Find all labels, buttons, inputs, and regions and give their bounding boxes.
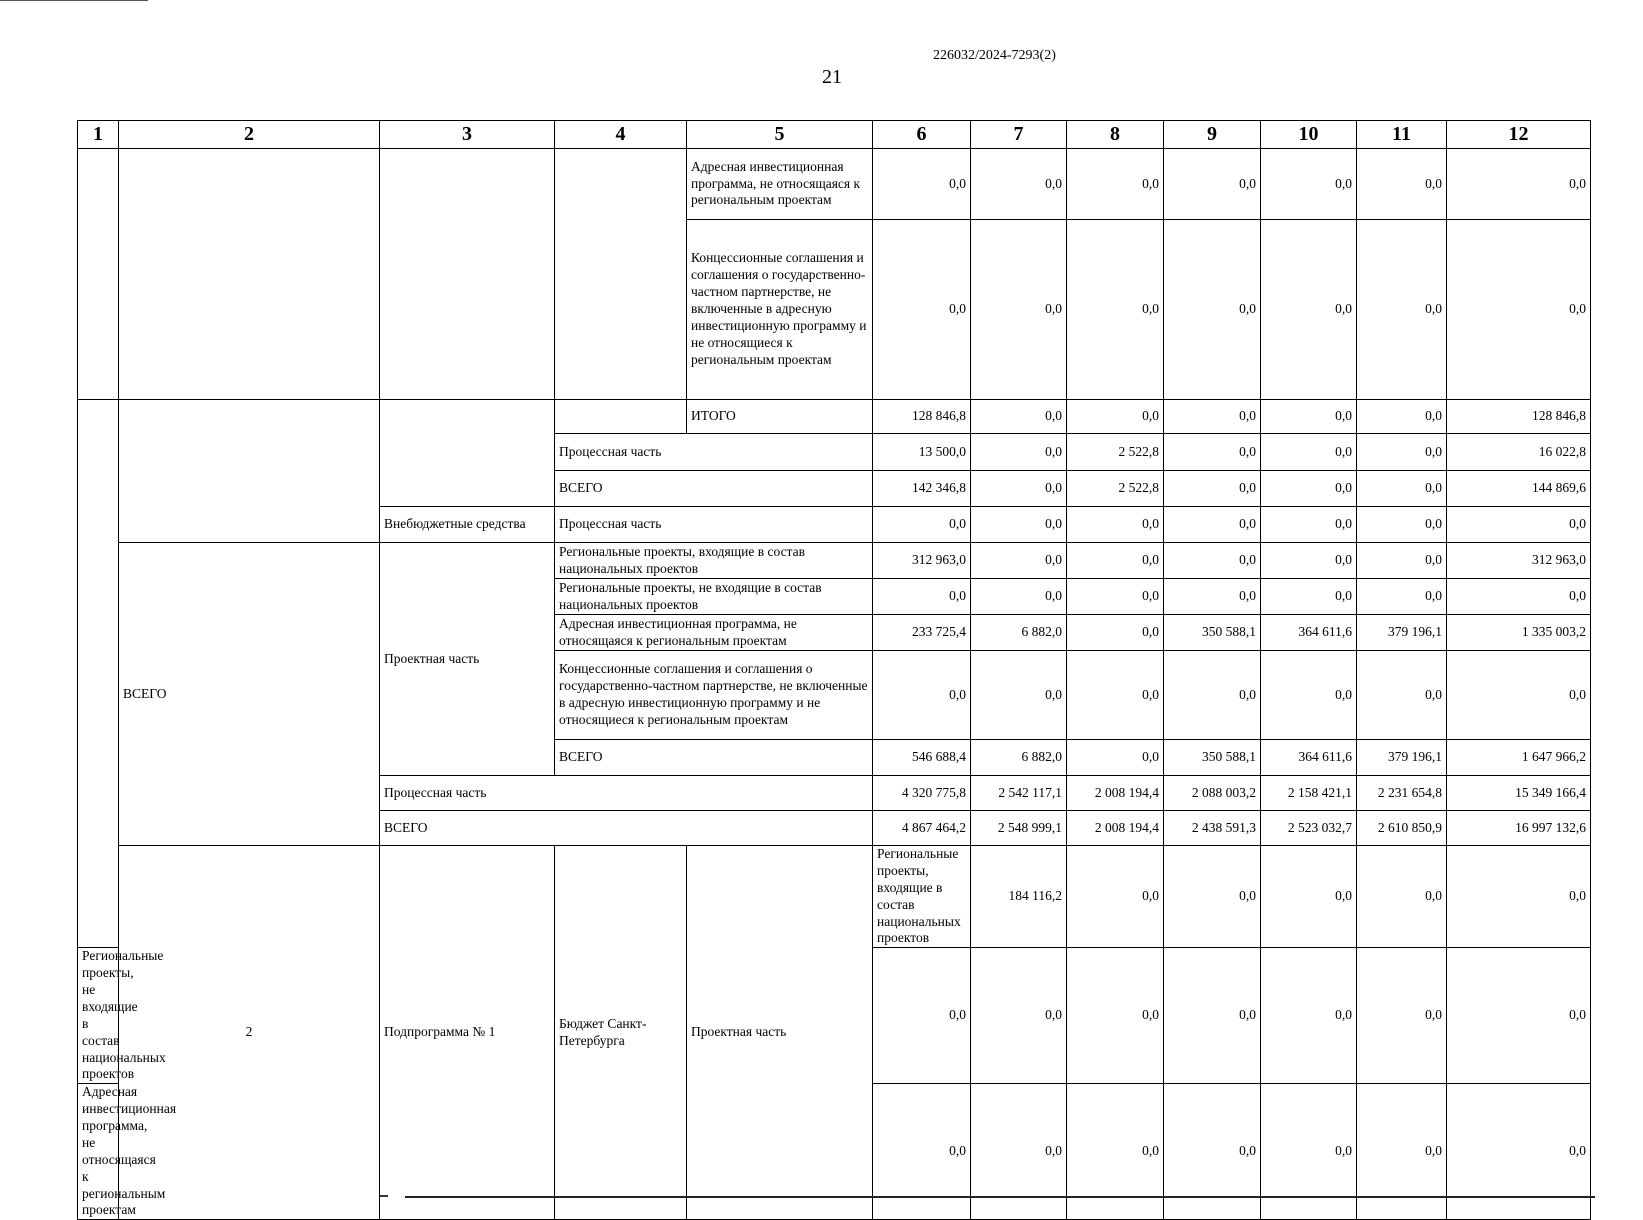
value-cell: 0,0 <box>1261 220 1357 400</box>
value-cell: 0,0 <box>1067 846 1164 948</box>
value-cell: 0,0 <box>1164 579 1261 615</box>
value-cell: 0,0 <box>971 149 1067 220</box>
value-cell: 2 088 003,2 <box>1164 776 1261 811</box>
value-cell: 1 647 966,2 <box>1447 740 1591 776</box>
column-number-row <box>78 121 1591 149</box>
value-cell: 0,0 <box>971 1084 1067 1220</box>
column-header: 3 <box>380 121 555 149</box>
row-label: ВСЕГО <box>119 543 380 846</box>
cell-blank <box>119 149 380 400</box>
row-number: 2 <box>119 846 380 1220</box>
value-cell: 1 335 003,2 <box>1447 615 1591 651</box>
value-cell: 128 846,8 <box>873 400 971 434</box>
value-cell: 0,0 <box>1164 471 1261 507</box>
table-row <box>78 543 1591 579</box>
value-cell: 2 523 032,7 <box>1261 811 1357 846</box>
row-label: Адресная инвестиционная программа, не относящаяся к региональным проектам <box>78 1084 119 1220</box>
value-cell: 0,0 <box>1447 651 1591 740</box>
cell-blank <box>555 149 687 400</box>
scan-artifact-line <box>405 1196 1595 1198</box>
value-cell: 0,0 <box>1447 507 1591 543</box>
table-row <box>78 149 1591 220</box>
value-cell: 0,0 <box>1357 651 1447 740</box>
column-header: 8 <box>1067 121 1164 149</box>
value-cell: 0,0 <box>1447 579 1591 615</box>
value-cell: 379 196,1 <box>1357 615 1447 651</box>
row-label: ВСЕГО <box>380 811 873 846</box>
cell-blank <box>380 400 555 507</box>
row-label: Адресная инвестиционная программа, не относящаяся к региональным проектам <box>555 615 873 651</box>
value-cell: 350 588,1 <box>1164 615 1261 651</box>
cell-blank <box>380 149 555 400</box>
budget-table <box>77 120 1591 1220</box>
funding-source: Бюджет Санкт-Петербурга <box>555 846 687 1220</box>
value-cell: 0,0 <box>1261 651 1357 740</box>
value-cell: 0,0 <box>1357 579 1447 615</box>
value-cell: 16 022,8 <box>1447 434 1591 471</box>
row-label: Региональные проекты, входящие в состав национальных проектов <box>873 846 971 948</box>
value-cell: 312 963,0 <box>873 543 971 579</box>
value-cell: 184 116,2 <box>971 846 1067 948</box>
value-cell: 2 438 591,3 <box>1164 811 1261 846</box>
value-cell: 2 610 850,9 <box>1357 811 1447 846</box>
value-cell: 0,0 <box>1357 948 1447 1084</box>
value-cell: 0,0 <box>971 651 1067 740</box>
document-number: 226032/2024-7293(2) <box>933 48 1056 63</box>
value-cell: 0,0 <box>1067 651 1164 740</box>
value-cell: 0,0 <box>1164 220 1261 400</box>
value-cell: 0,0 <box>1261 400 1357 434</box>
value-cell: 0,0 <box>1357 220 1447 400</box>
value-cell: 233 725,4 <box>873 615 971 651</box>
value-cell: 0,0 <box>1164 507 1261 543</box>
value-cell: 0,0 <box>1357 543 1447 579</box>
value-cell: 0,0 <box>1164 846 1261 948</box>
value-cell: 0,0 <box>873 651 971 740</box>
value-cell: 0,0 <box>873 149 971 220</box>
column-header: 2 <box>119 121 380 149</box>
value-cell: 0,0 <box>1067 579 1164 615</box>
value-cell: 2 542 117,1 <box>971 776 1067 811</box>
value-cell: 0,0 <box>971 507 1067 543</box>
column-header: 1 <box>78 121 119 149</box>
value-cell: 2 231 654,8 <box>1357 776 1447 811</box>
value-cell: 0,0 <box>971 948 1067 1084</box>
value-cell: 2 008 194,4 <box>1067 811 1164 846</box>
cell-blank <box>78 400 119 948</box>
value-cell: 2 522,8 <box>1067 471 1164 507</box>
value-cell: 0,0 <box>1261 507 1357 543</box>
row-label: ВСЕГО <box>555 740 873 776</box>
column-header: 6 <box>873 121 971 149</box>
column-header: 12 <box>1447 121 1591 149</box>
value-cell: 0,0 <box>1261 543 1357 579</box>
column-header: 5 <box>687 121 873 149</box>
value-cell: 2 008 194,4 <box>1067 776 1164 811</box>
page-number: 21 <box>822 66 842 88</box>
value-cell: 0,0 <box>1357 434 1447 471</box>
row-label: Региональные проекты, входящие в состав национальных проектов <box>555 543 873 579</box>
value-cell: 0,0 <box>971 579 1067 615</box>
value-cell: 16 997 132,6 <box>1447 811 1591 846</box>
value-cell: 379 196,1 <box>1357 740 1447 776</box>
column-header: 11 <box>1357 121 1447 149</box>
value-cell: 0,0 <box>1067 149 1164 220</box>
value-cell: 15 349 166,4 <box>1447 776 1591 811</box>
value-cell: 0,0 <box>971 434 1067 471</box>
value-cell: 0,0 <box>1261 1084 1357 1220</box>
cell-blank <box>555 400 687 434</box>
scan-artifact-line <box>0 0 148 1</box>
value-cell: 0,0 <box>1164 400 1261 434</box>
value-cell: 0,0 <box>1067 948 1164 1084</box>
value-cell: 13 500,0 <box>873 434 971 471</box>
value-cell: 0,0 <box>1357 846 1447 948</box>
value-cell: 0,0 <box>873 948 971 1084</box>
value-cell: 0,0 <box>1067 740 1164 776</box>
row-label: Проектная часть <box>380 543 555 776</box>
column-header: 4 <box>555 121 687 149</box>
value-cell: 0,0 <box>873 579 971 615</box>
value-cell: 0,0 <box>1164 149 1261 220</box>
table-row <box>78 400 1591 434</box>
row-label: Региональные проекты, не входящие в состав национальных проектов <box>78 948 119 1084</box>
scan-artifact-mark <box>380 1195 388 1197</box>
column-header: 9 <box>1164 121 1261 149</box>
value-cell: 0,0 <box>873 1084 971 1220</box>
row-label: Адресная инвестиционная программа, не относящаяся к региональным проектам <box>687 149 873 220</box>
value-cell: 2 548 999,1 <box>971 811 1067 846</box>
value-cell: 312 963,0 <box>1447 543 1591 579</box>
row-label: ИТОГО <box>687 400 873 434</box>
row-label: Проектная часть <box>687 846 873 1220</box>
value-cell: 0,0 <box>1164 434 1261 471</box>
value-cell: 4 867 464,2 <box>873 811 971 846</box>
value-cell: 0,0 <box>1067 1084 1164 1220</box>
row-label: ВСЕГО <box>555 471 873 507</box>
row-label: Концессионные соглашения и соглашения о государственно-частном партнерстве, не включенные в адресную инвестиционную программу и не относящиеся к региональным проектам <box>555 651 873 740</box>
value-cell: 128 846,8 <box>1447 400 1591 434</box>
value-cell: 0,0 <box>1447 220 1591 400</box>
value-cell: 6 882,0 <box>971 740 1067 776</box>
value-cell: 0,0 <box>1164 1084 1261 1220</box>
value-cell: 0,0 <box>1164 543 1261 579</box>
value-cell: 0,0 <box>1261 434 1357 471</box>
row-label: Концессионные соглашения и соглашения о государственно-частном партнерстве, не включенные в адресную инвестиционную программу и не относящиеся к региональным проектам <box>687 220 873 400</box>
cell-blank <box>78 149 119 400</box>
value-cell: 0,0 <box>1357 507 1447 543</box>
value-cell: 0,0 <box>1261 149 1357 220</box>
value-cell: 0,0 <box>873 507 971 543</box>
value-cell: 0,0 <box>971 471 1067 507</box>
value-cell: 6 882,0 <box>971 615 1067 651</box>
value-cell: 364 611,6 <box>1261 740 1357 776</box>
cell-blank <box>119 400 380 543</box>
value-cell: 0,0 <box>971 543 1067 579</box>
value-cell: 0,0 <box>1067 543 1164 579</box>
row-label: Процессная часть <box>380 776 873 811</box>
page-header <box>0 0 1643 100</box>
row-label: Процессная часть <box>555 434 873 471</box>
value-cell: 0,0 <box>1447 846 1591 948</box>
value-cell: 0,0 <box>1447 1084 1591 1220</box>
value-cell: 144 869,6 <box>1447 471 1591 507</box>
table-row <box>78 846 1591 948</box>
value-cell: 364 611,6 <box>1261 615 1357 651</box>
value-cell: 0,0 <box>1067 400 1164 434</box>
column-header: 10 <box>1261 121 1357 149</box>
value-cell: 0,0 <box>1447 149 1591 220</box>
value-cell: 0,0 <box>1067 220 1164 400</box>
value-cell: 0,0 <box>1067 507 1164 543</box>
value-cell: 546 688,4 <box>873 740 971 776</box>
value-cell: 0,0 <box>1357 149 1447 220</box>
value-cell: 2 522,8 <box>1067 434 1164 471</box>
value-cell: 0,0 <box>1164 948 1261 1084</box>
value-cell: 0,0 <box>1447 948 1591 1084</box>
value-cell: 350 588,1 <box>1164 740 1261 776</box>
value-cell: 0,0 <box>1067 615 1164 651</box>
value-cell: 2 158 421,1 <box>1261 776 1357 811</box>
row-label: Региональные проекты, не входящие в состав национальных проектов <box>555 579 873 615</box>
value-cell: 0,0 <box>873 220 971 400</box>
value-cell: 0,0 <box>1261 579 1357 615</box>
value-cell: 0,0 <box>1261 471 1357 507</box>
subprogram-name: Подпрограмма № 1 <box>380 846 555 1220</box>
value-cell: 0,0 <box>1261 948 1357 1084</box>
value-cell: 0,0 <box>1357 1084 1447 1220</box>
value-cell: 4 320 775,8 <box>873 776 971 811</box>
value-cell: 0,0 <box>971 220 1067 400</box>
value-cell: 0,0 <box>1261 846 1357 948</box>
value-cell: 0,0 <box>971 400 1067 434</box>
value-cell: 142 346,8 <box>873 471 971 507</box>
row-label: Внебюджетные средства <box>380 507 555 543</box>
value-cell: 0,0 <box>1357 471 1447 507</box>
row-label: Процессная часть <box>555 507 873 543</box>
value-cell: 0,0 <box>1164 651 1261 740</box>
value-cell: 0,0 <box>1357 400 1447 434</box>
column-header: 7 <box>971 121 1067 149</box>
